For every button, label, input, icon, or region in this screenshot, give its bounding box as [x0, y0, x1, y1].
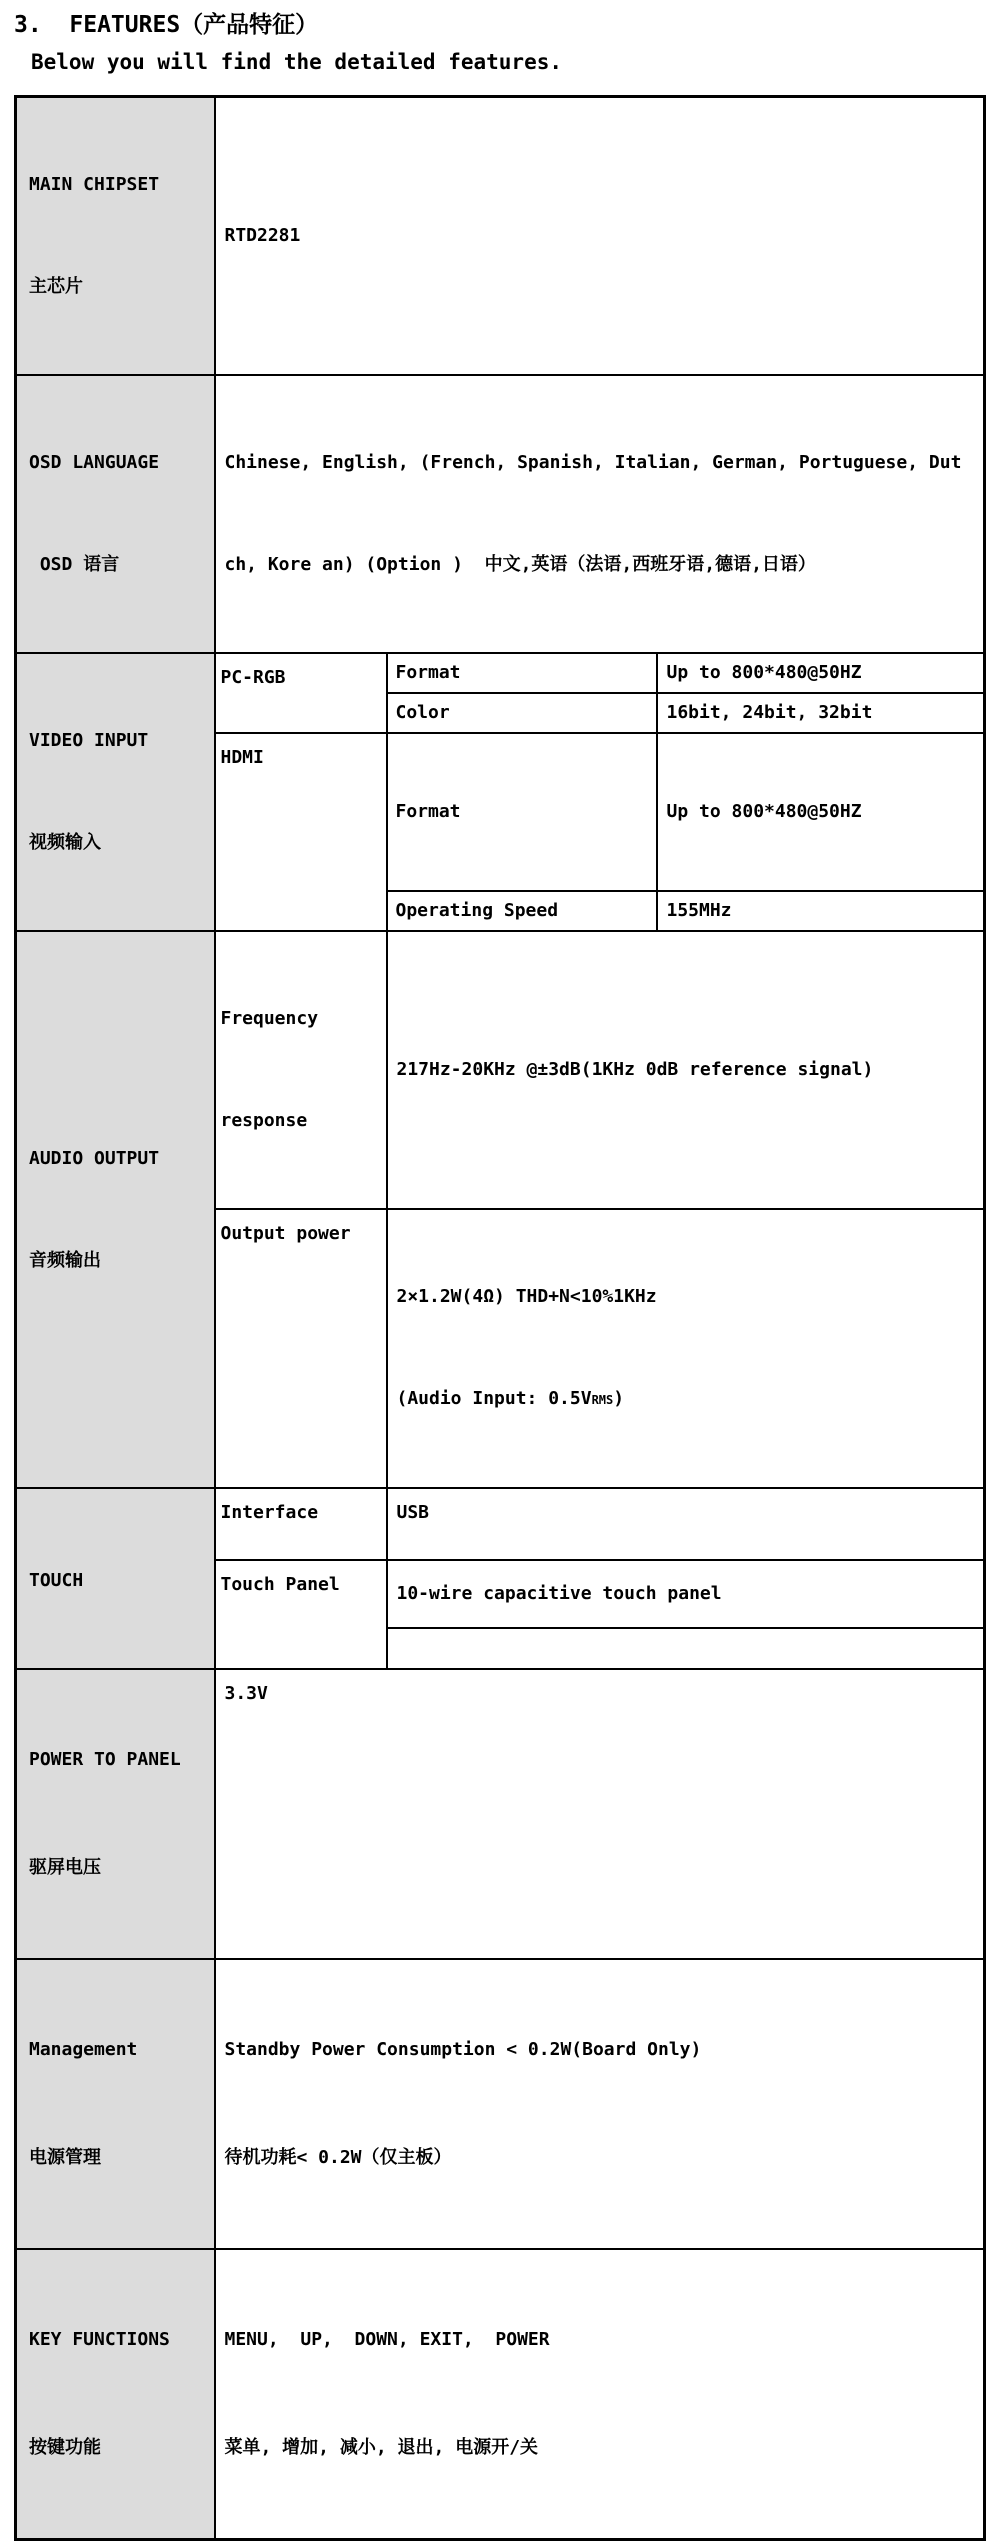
management-value-line2: 待机功耗< 0.2W（仅主板） [224, 2147, 452, 2168]
touch-label-cell [16, 1488, 215, 1669]
audio-power-value-line2 [397, 1382, 978, 1417]
touch-interface-value-cell: USB [387, 1488, 985, 1560]
key-functions-label-cell [16, 2249, 215, 2540]
audio-power-label-cell: Output power [215, 1209, 387, 1488]
audio-power-line2-rms: RMS [591, 1393, 614, 1407]
video-hdmi-cell: HDMI [215, 733, 387, 931]
audio-power-value-line1: 2×1.2W(4Ω) THD+N<10%1KHz [396, 1286, 657, 1307]
touch-panel-value-cell: 10-wire capacitive touch panel [387, 1560, 985, 1628]
row-management [16, 1959, 985, 2249]
main-chipset-label-en: MAIN CHIPSET [29, 174, 160, 195]
row-touch-interface [16, 1488, 985, 1560]
management-label-cn: 电源管理 [29, 2147, 101, 2168]
video-pc-format-value-cell: Up to 800*480@50HZ [657, 653, 985, 693]
video-input-label-en: VIDEO INPUT [29, 730, 149, 751]
osd-label-cn: OSD 语言 [29, 554, 120, 575]
power-panel-label-cell [16, 1669, 215, 1959]
key-functions-value-line2: 菜单, 增加, 减小, 退出, 电源开/关 [224, 2437, 539, 2458]
key-functions-label-cn: 按键功能 [29, 2437, 101, 2458]
row-power-to-panel [16, 1669, 985, 1959]
audio-power-value-cell [387, 1209, 985, 1488]
key-functions-value-cell [215, 2249, 985, 2540]
power-panel-label-en: POWER TO PANEL [29, 1749, 181, 1770]
power-panel-label-cn: 驱屏电压 [29, 1857, 101, 1878]
touch-empty-cell [387, 1628, 985, 1669]
video-pc-color-value-cell: 16bit, 24bit, 32bit [657, 693, 985, 733]
touch-interface-label-cell: Interface [215, 1488, 387, 1560]
video-hdmi-format-value-cell: Up to 800*480@50HZ [657, 733, 985, 891]
section-title: 3. FEATURES（产品特征） [14, 12, 319, 38]
management-label-cell [16, 1959, 215, 2249]
video-pc-color-label-cell: Color [387, 693, 657, 733]
video-hdmi-speed-label-cell: Operating Speed [387, 891, 657, 931]
row-key-functions [16, 2249, 985, 2540]
touch-panel-label-cell: Touch Panel [215, 1560, 387, 1669]
osd-label-cell [16, 375, 215, 653]
management-value-line1: Standby Power Consumption < 0.2W(Board Only) [224, 2039, 702, 2060]
audio-output-label-cell [16, 931, 215, 1488]
video-input-label-cell [16, 653, 215, 931]
video-hdmi-speed-value-cell: 155MHz [657, 891, 985, 931]
audio-frequency-value-cell: 217Hz-20KHz @±3dB(1KHz 0dB reference signal) [387, 931, 985, 1209]
video-input-label-cn: 视频输入 [29, 832, 101, 853]
main-chipset-value-cell: RTD2281 [215, 97, 985, 376]
features-table [14, 95, 986, 2541]
audio-power-line2-pre: (Audio Input: 0.5V [396, 1388, 592, 1409]
power-panel-value-cell: 3.3V [215, 1669, 985, 1959]
main-chipset-label-cn: 主芯片 [29, 276, 83, 297]
audio-frequency-label-line2: response [220, 1110, 308, 1131]
video-hdmi-format-label-cell: Format [387, 733, 657, 891]
audio-output-label-cn: 音频输出 [29, 1249, 101, 1271]
management-value-cell [215, 1959, 985, 2249]
video-pc-rgb-cell: PC-RGB [215, 653, 387, 733]
osd-value-line1: Chinese, English, (French, Spanish, Italian, German, Portuguese, Dut [224, 452, 962, 473]
audio-frequency-label-line1: Frequency [220, 1008, 319, 1029]
osd-label-en: OSD LANGUAGE [29, 452, 160, 473]
management-label-en: Management [29, 2039, 138, 2060]
osd-value-cell [215, 375, 985, 653]
key-functions-label-en: KEY FUNCTIONS [29, 2329, 170, 2350]
audio-power-line2-post: ) [613, 1388, 625, 1409]
main-chipset-label-cell [16, 97, 215, 376]
row-main-chipset [16, 97, 985, 376]
osd-value-line2: ch, Kore an) (Option ) 中文,英语（法语,西班牙语,德语,日语） [224, 554, 816, 575]
row-osd-language [16, 375, 985, 653]
video-pc-format-label-cell: Format [387, 653, 657, 693]
audio-frequency-label-cell [215, 931, 387, 1209]
touch-label-en: TOUCH [29, 1570, 84, 1591]
audio-output-label-en: AUDIO OUTPUT [29, 1147, 160, 1169]
row-audio-frequency [16, 931, 985, 1209]
section-subtitle: Below you will find the detailed features. [31, 50, 563, 74]
key-functions-value-line1: MENU, UP, DOWN, EXIT, POWER [224, 2329, 550, 2350]
row-video-pc-format [16, 653, 985, 693]
